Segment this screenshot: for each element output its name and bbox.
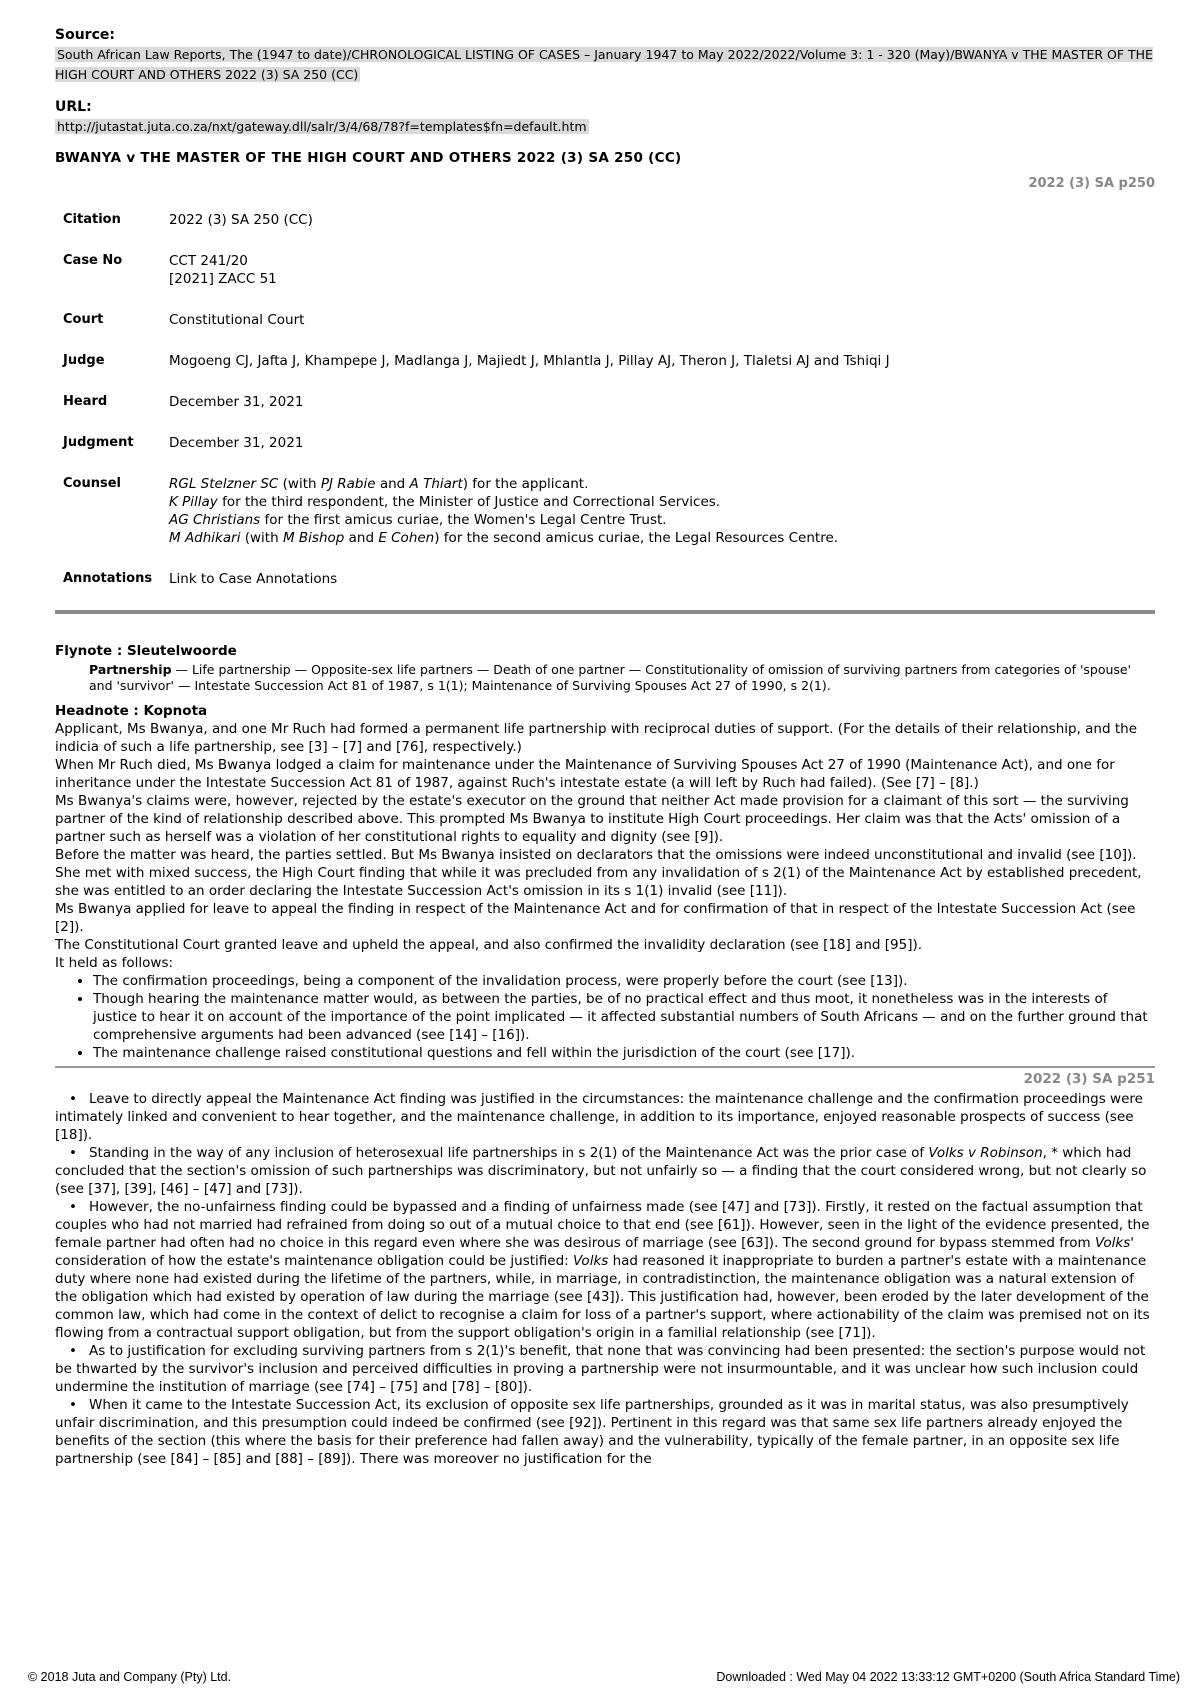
meta-row-judge <box>55 352 890 393</box>
meta-row-annotations <box>55 570 890 588</box>
section-divider <box>55 610 1155 614</box>
headnote-paragraph: Ms Bwanya's claims were, however, rejected by the estate's executor on the ground that neither Act made provision for a claimant of this sort — the surviving partner of the kind of relationship described above. This prompted Ms Bwanya to institute High Court proceedings. Her claim was that the Acts' omission of a partner such as herself was a violation of her constitutional rights to equality and dignity (see [9]). <box>55 793 1129 845</box>
holding-text: Standing in the way of any inclusion of heterosexual life partnerships in s 2(1) of the Maintenance Act was the prior case of <box>88 1145 929 1161</box>
counsel-line <box>169 511 890 529</box>
page-reference: 2022 (3) SA p251 <box>1023 1071 1155 1087</box>
meta-value: Mogoeng CJ, Jafta J, Khampepe J, Madlanga J, Majiedt J, Mhlantla J, Pillay AJ, Theron J, Tlaletsi AJ and Tshiqi J <box>169 353 890 369</box>
meta-row-counsel <box>55 475 890 570</box>
headnote-paragraph: The Constitutional Court granted leave and upheld the appeal, and also confirmed the invalidity declaration (see [18] and [95]). <box>55 937 923 953</box>
document-body <box>55 642 1155 1468</box>
url-link[interactable]: http://jutastat.juta.co.za/nxt/gateway.dll/salr/3/4/68/78?f=templates$fn=default.htm <box>57 119 587 134</box>
source-path: South African Law Reports, The (1947 to date)/CHRONOLOGICAL LISTING OF CASES – January 1947 to May 2022/2022/Volume 3: 1 - 320 (May)/BWANYA v THE MASTER OF THE HIGH COURT AND OTHERS 2022 (3) SA 250 (CC) <box>55 47 1153 82</box>
neutral-citation: [2021] ZACC 51 <box>169 271 277 287</box>
headnote-paragraph: Applicant, Ms Bwanya, and one Mr Ruch had formed a permanent life partnership with reciprocal duties of support. (For the details of their relationship, and the indicia of such a life partnership, see [3] – [7] and [76], respectively.) <box>55 721 1137 755</box>
headnote-heading: Headnote : Kopnota <box>55 703 208 719</box>
case-metadata-table <box>55 211 890 588</box>
holding-text: had reasoned it inappropriate to burden a partner's estate with a maintenance duty where none had existed during the lifetime of the partners, while, in marriage, in contradistinction, the maintenance obligation was a natural extension of the obligation which had existed by operation of law during the marriage (see [43]). This justification had, however, been eroded by the later development of the common law, which had come in the context of delict to recognise a claim for loss of a partner's support, where actionability of the claim was premised not on its flowing from a contractual support obligation, but from the support obligation's origin in a familial relationship (see [71]). <box>55 1253 1150 1341</box>
headnote-paragraph: Before the matter was heard, the parties settled. But Ms Bwanya insisted on declarators that the omissions were indeed unconstitutional and invalid (see [10]). She met with mixed success, the High Court finding that while it was precluded from any invalidation of s 2(1) of the Maintenance Act by established precedent, she was entitled to an order declaring the Intestate Succession Act's omission in its s 1(1) invalid (see [11]). <box>55 847 1142 899</box>
footer-copyright: © 2018 Juta and Company (Pty) Ltd. <box>28 1670 232 1684</box>
flynote-keyword: Partnership <box>89 662 172 677</box>
meta-key: Judge <box>63 353 105 368</box>
meta-value <box>161 252 890 311</box>
meta-value <box>161 475 890 570</box>
meta-key: Case No <box>63 253 123 268</box>
counsel-name: M Bishop <box>282 530 345 546</box>
counsel-name: M Adhikari <box>169 530 241 546</box>
annotations-link[interactable]: Link to Case Annotations <box>169 571 338 587</box>
counsel-name: A Thiart <box>409 476 463 492</box>
holding-text: ' consideration of how the estate's maintenance obligation could be justified: <box>55 1235 1134 1269</box>
meta-key: Judgment <box>63 435 134 450</box>
counsel-text: and <box>375 476 410 492</box>
meta-value: Constitutional Court <box>169 312 305 328</box>
flynote-body: — Life partnership — Opposite-sex life partners — Death of one partner — Constitutionality of omission of surviving partners from categories of 'spouse' and 'survivor' — Intestate Succession Act 81 of 1987, s 1(1); Maintenance of Surviving Spouses Act 27 of 1990, s 2(1). <box>89 662 1132 693</box>
counsel-name: AG Christians <box>169 512 261 528</box>
counsel-name: E Cohen <box>378 530 435 546</box>
meta-row-heard <box>55 393 890 434</box>
meta-row-judgment <box>55 434 890 475</box>
holding-item: • Though hearing the maintenance matter would, as between the parties, be of no practical effect and thus moot, it nonetheless was in the interests of justice to hear it on account of the importance of the point implicated — it affected substantial numbers of South Africans — and on the further ground that comprehensive arguments had been advanced (see [14] – [16]). <box>93 990 1155 1044</box>
holding-item: • The confirmation proceedings, being a component of the invalidation process, were properly before the court (see [13]). <box>93 972 1155 990</box>
case-name: Volks <box>572 1253 609 1269</box>
case-name: Volks <box>1094 1235 1131 1251</box>
meta-row-court <box>55 311 890 352</box>
url-label: URL: <box>55 99 92 115</box>
page-reference: 2022 (3) SA p250 <box>1028 176 1155 191</box>
holding-item: • When it came to the Intestate Succession Act, its exclusion of opposite sex life partnerships, grounded as it was in marital status, was also presumptively unfair discrimination, and this presumption could indeed be confirmed (see [92]). Pertinent in this regard was that same sex life partners already enjoyed the benefits of the section (this where the basis for their preference had fallen away) and the vulnerability, typically of the female partner, in an opposite sex life partnership (see [84] – [85] and [88] – [89]). There was moreover no justification for the <box>55 1396 1155 1468</box>
meta-key: Citation <box>63 212 121 227</box>
counsel-text: (with <box>278 476 321 492</box>
flynote-heading: Flynote : Sleutelwoorde <box>55 643 237 659</box>
counsel-text: (with <box>240 530 283 546</box>
counsel-line <box>169 529 890 547</box>
source-section <box>55 26 1155 84</box>
footer-download-info: Downloaded : Wed May 04 2022 13:33:12 GMT+0200 (South Africa Standard Time) <box>716 1670 1180 1684</box>
holding-item <box>55 1144 1155 1198</box>
counsel-line <box>169 475 890 493</box>
counsel-text: for the third respondent, the Minister of Justice and Correctional Services. <box>217 494 721 510</box>
holding-item: • As to justification for excluding surviving partners from s 2(1)'s benefit, that none that was convincing had been presented: the section's purpose would not be thwarted by the survivor's inclusion and perceived difficulties in proving a partnership were not insurmountable, and it was unclear how such inclusion could undermine the institution of marriage (see [74] – [75] and [78] – [80]). <box>55 1342 1155 1396</box>
document-page <box>55 26 1155 1468</box>
counsel-name: K Pillay <box>169 494 218 510</box>
meta-row-case-no <box>55 252 890 311</box>
meta-value: December 31, 2021 <box>169 394 304 410</box>
meta-key: Counsel <box>63 476 121 491</box>
counsel-text: for the first amicus curiae, the Women's Legal Centre Trust. <box>260 512 667 528</box>
holding-item: • The maintenance challenge raised constitutional questions and fell within the jurisdiction of the court (see [17]). <box>93 1044 1155 1062</box>
counsel-text: ) for the second amicus curiae, the Legal Resources Centre. <box>434 530 839 546</box>
meta-key: Annotations <box>63 571 153 586</box>
holdings-list-continued <box>55 1090 1155 1468</box>
headnote-paragraph: Ms Bwanya applied for leave to appeal the finding in respect of the Maintenance Act and for confirmation of that in respect of the Intestate Succession Act (see [2]). <box>55 901 1136 935</box>
headnote-paragraph: When Mr Ruch died, Ms Bwanya lodged a claim for maintenance under the Maintenance of Surviving Spouses Act 27 of 1990 (Maintenance Act), and one for inheritance under the Intestate Succession Act 81 of 1987, against Ruch's intestate estate (a will left by Ruch had failed). (See [7] – [8].) <box>55 757 1115 791</box>
counsel-line <box>169 493 890 511</box>
case-number: CCT 241/20 <box>169 253 248 269</box>
holding-text: However, the no-unfairness finding could be bypassed and a finding of unfairness made (see [47] and [73]). Firstly, it rested on the factual assumption that couples who had not married had refrained from doing so out of a mutual choice to that end (see [61]). However, seen in the light of the evidence presented, the female partner had often had no choice in this regard even where she was desirous of marriage (see [63]). The second ground for bypass stemmed from <box>55 1199 1150 1251</box>
case-title: BWANYA v THE MASTER OF THE HIGH COURT AND OTHERS 2022 (3) SA 250 (CC) <box>55 150 682 166</box>
holding-text: , * which had concluded that the section's omission of such partnerships was discriminatory, but not unfairly so — a finding that the court considered wrong, but not clearly so (see [37], [39], [46] – [47] and [73]). <box>55 1145 1147 1197</box>
meta-row-citation <box>55 211 890 252</box>
source-label: Source: <box>55 27 115 43</box>
holding-item: • Leave to directly appeal the Maintenance Act finding was justified in the circumstances: the maintenance challenge and the confirmation proceedings were intimately linked and convenient to hear together, and the maintenance challenge, in addition to its importance, enjoyed reasonable prospects of success (see [18]). <box>55 1090 1155 1144</box>
counsel-text: ) for the applicant. <box>462 476 589 492</box>
flynote-text <box>89 662 1155 694</box>
meta-key: Court <box>63 312 104 327</box>
counsel-name: PJ Rabie <box>320 476 376 492</box>
counsel-text: and <box>344 530 379 546</box>
meta-key: Heard <box>63 394 108 409</box>
case-name: Volks v Robinson <box>928 1145 1043 1161</box>
url-section <box>55 98 1155 136</box>
headnote-paragraph: It held as follows: <box>55 955 174 971</box>
holdings-list <box>55 972 1155 1062</box>
meta-value: 2022 (3) SA 250 (CC) <box>169 212 313 228</box>
meta-value: December 31, 2021 <box>169 435 304 451</box>
holding-item <box>55 1198 1155 1342</box>
page-break-divider <box>55 1066 1155 1068</box>
counsel-name: RGL Stelzner SC <box>169 476 279 492</box>
